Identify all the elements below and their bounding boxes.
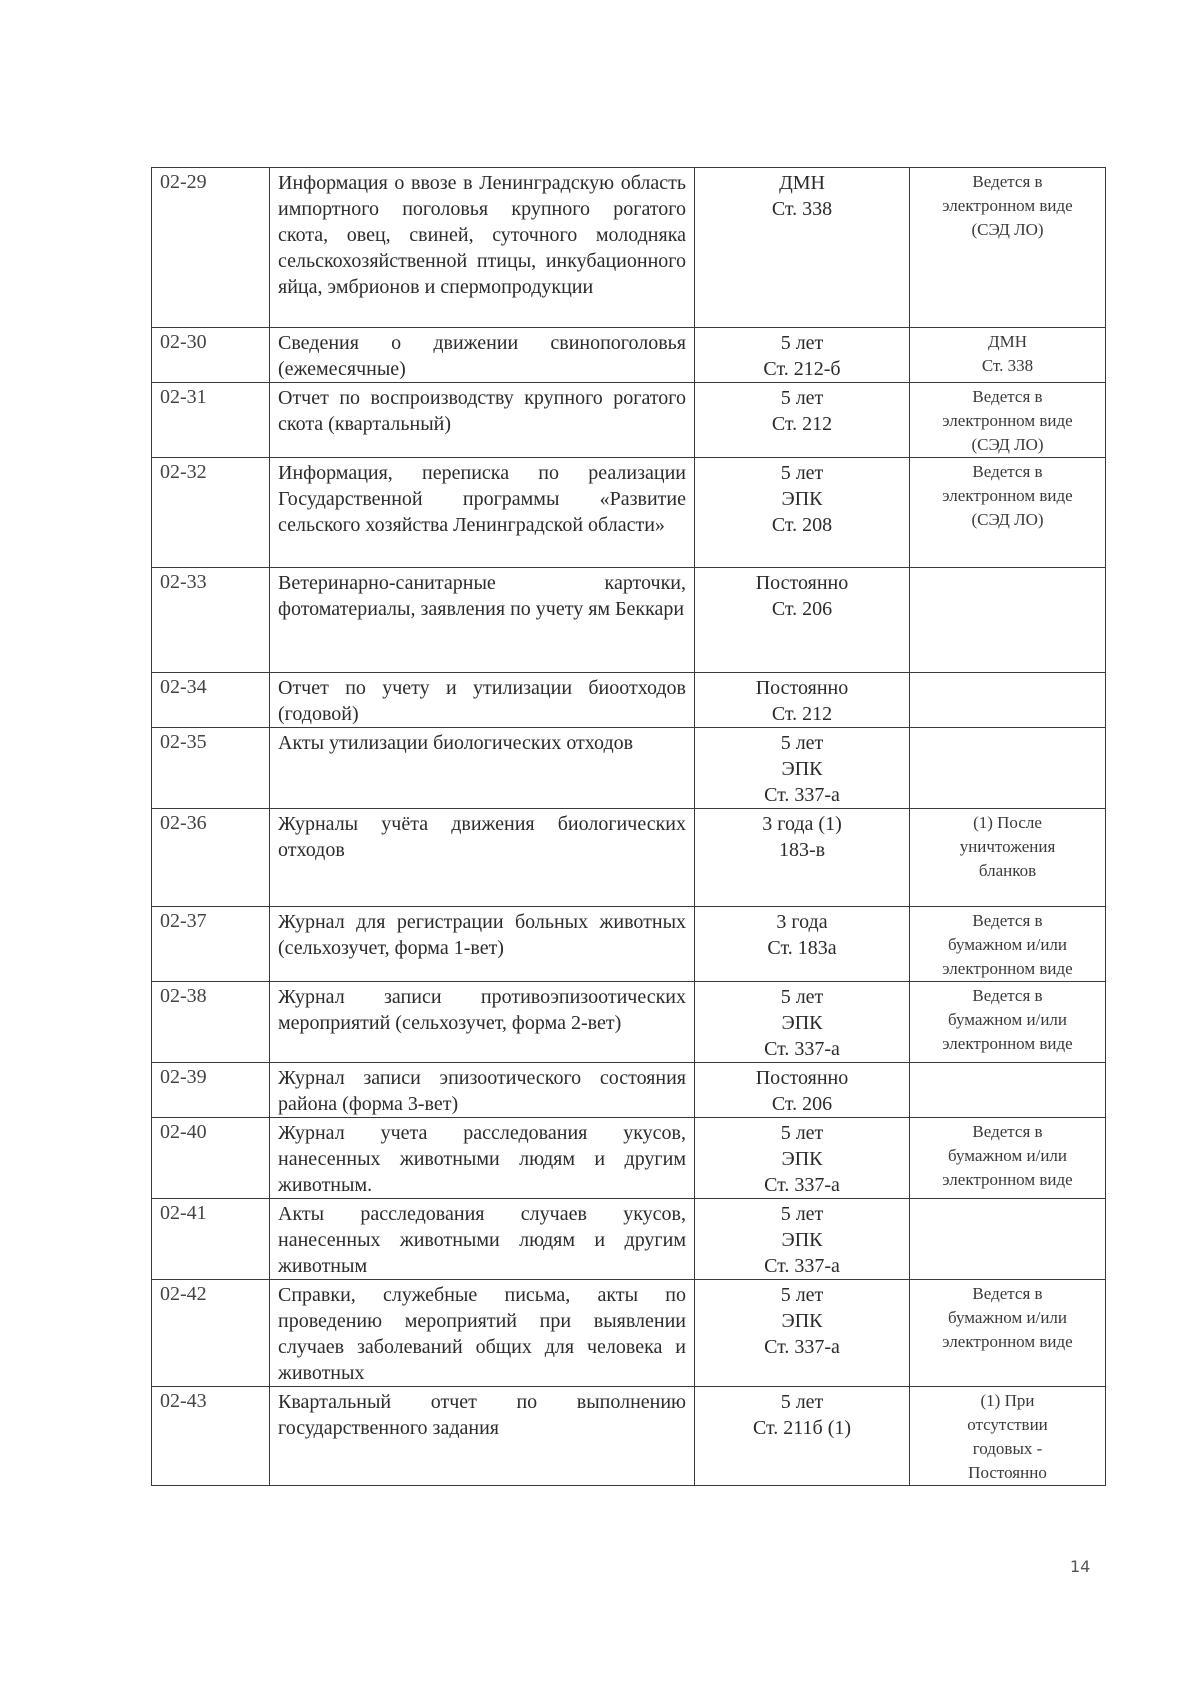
row-term: 5 лет Ст. 212-б (695, 328, 910, 383)
row-code: 02-42 (152, 1280, 270, 1387)
table-row (152, 458, 1106, 568)
row-term: 5 лет ЭПК Ст. 337-а (695, 1199, 910, 1280)
row-code: 02-38 (152, 982, 270, 1063)
row-code: 02-33 (152, 568, 270, 673)
row-term: 5 лет ЭПК Ст. 337-а (695, 728, 910, 809)
row-term: 5 лет Ст. 211б (1) (695, 1387, 910, 1486)
row-note (910, 568, 1106, 673)
table-row (152, 1118, 1106, 1199)
row-name: Квартальный отчет по выполнению государственного задания (270, 1387, 695, 1486)
row-name: Акты утилизации биологических отходов (270, 728, 695, 809)
table-row (152, 1199, 1106, 1280)
row-code: 02-37 (152, 907, 270, 982)
row-code: 02-34 (152, 673, 270, 728)
row-name: Акты расследования случаев укусов, нанесенных животными людям и другим животным (270, 1199, 695, 1280)
row-name: Отчет по воспроизводству крупного рогатого скота (квартальный) (270, 383, 695, 458)
row-name: Журнал учета расследования укусов, нанесенных животными людям и другим животным. (270, 1118, 695, 1199)
row-note: Ведется в электронном виде (СЭД ЛО) (910, 168, 1106, 328)
row-code: 02-36 (152, 809, 270, 907)
row-code: 02-31 (152, 383, 270, 458)
row-note: ДМН Ст. 338 (910, 328, 1106, 383)
row-note: Ведется в бумажном и/или электронном виде (910, 907, 1106, 982)
row-note: Ведется в электронном виде (СЭД ЛО) (910, 383, 1106, 458)
row-code: 02-35 (152, 728, 270, 809)
row-term: Постоянно Ст. 206 (695, 1063, 910, 1118)
row-name: Журнал записи противоэпизоотических мероприятий (сельхозучет, форма 2-вет) (270, 982, 695, 1063)
row-code: 02-43 (152, 1387, 270, 1486)
row-code: 02-41 (152, 1199, 270, 1280)
row-term: ДМН Ст. 338 (695, 168, 910, 328)
row-term: 5 лет ЭПК Ст. 337-а (695, 982, 910, 1063)
row-note: Ведется в бумажном и/или электронном виде (910, 982, 1106, 1063)
row-note: Ведется в бумажном и/или электронном виде (910, 1280, 1106, 1387)
row-code: 02-39 (152, 1063, 270, 1118)
table-row (152, 1280, 1106, 1387)
row-note (910, 1063, 1106, 1118)
row-term: 5 лет Ст. 212 (695, 383, 910, 458)
table-row (152, 1387, 1106, 1486)
page-number: 14 (1070, 1557, 1091, 1576)
table-row (152, 568, 1106, 673)
records-table (151, 167, 1106, 1486)
records-table-body (152, 168, 1106, 1486)
row-note: (1) После уничтожения бланков (910, 809, 1106, 907)
row-term: 5 лет ЭПК Ст. 337-а (695, 1280, 910, 1387)
row-term: 5 лет ЭПК Ст. 337-а (695, 1118, 910, 1199)
table-row (152, 383, 1106, 458)
table-row (152, 168, 1106, 328)
table-row (152, 982, 1106, 1063)
table-row (152, 673, 1106, 728)
row-code: 02-40 (152, 1118, 270, 1199)
row-note: (1) При отсутствии годовых - Постоянно (910, 1387, 1106, 1486)
row-term: 5 лет ЭПК Ст. 208 (695, 458, 910, 568)
row-code: 02-30 (152, 328, 270, 383)
row-name: Отчет по учету и утилизации биоотходов (годовой) (270, 673, 695, 728)
row-note (910, 1199, 1106, 1280)
row-name: Справки, служебные письма, акты по проведению мероприятий при выявлении случаев заболеваний общих для человека и животных (270, 1280, 695, 1387)
row-code: 02-32 (152, 458, 270, 568)
row-name: Ветеринарно-санитарные карточки, фотоматериалы, заявления по учету ям Беккари (270, 568, 695, 673)
row-name: Журналы учёта движения биологических отходов (270, 809, 695, 907)
row-name: Журнал для регистрации больных животных (сельхозучет, форма 1-вет) (270, 907, 695, 982)
table-row (152, 328, 1106, 383)
table-row (152, 907, 1106, 982)
row-name: Журнал записи эпизоотического состояния района (форма 3-вет) (270, 1063, 695, 1118)
table-row (152, 1063, 1106, 1118)
row-code: 02-29 (152, 168, 270, 328)
row-term: 3 года (1) 183-в (695, 809, 910, 907)
table-row (152, 728, 1106, 809)
row-term: Постоянно Ст. 206 (695, 568, 910, 673)
row-name: Сведения о движении свинопоголовья (ежемесячные) (270, 328, 695, 383)
row-note (910, 728, 1106, 809)
row-note (910, 673, 1106, 728)
row-term: Постоянно Ст. 212 (695, 673, 910, 728)
row-note: Ведется в электронном виде (СЭД ЛО) (910, 458, 1106, 568)
row-name: Информация, переписка по реализации Государственной программы «Развитие сельского хозяйства Ленинградской области» (270, 458, 695, 568)
row-name: Информация о ввозе в Ленинградскую область импортного поголовья крупного рогатого скота, овец, свиней, суточного молодняка сельскохозяйственной птицы, инкубационного яйца, эмбрионов и спермопродукции (270, 168, 695, 328)
row-note: Ведется в бумажном и/или электронном виде (910, 1118, 1106, 1199)
table-row (152, 809, 1106, 907)
row-term: 3 года Ст. 183а (695, 907, 910, 982)
